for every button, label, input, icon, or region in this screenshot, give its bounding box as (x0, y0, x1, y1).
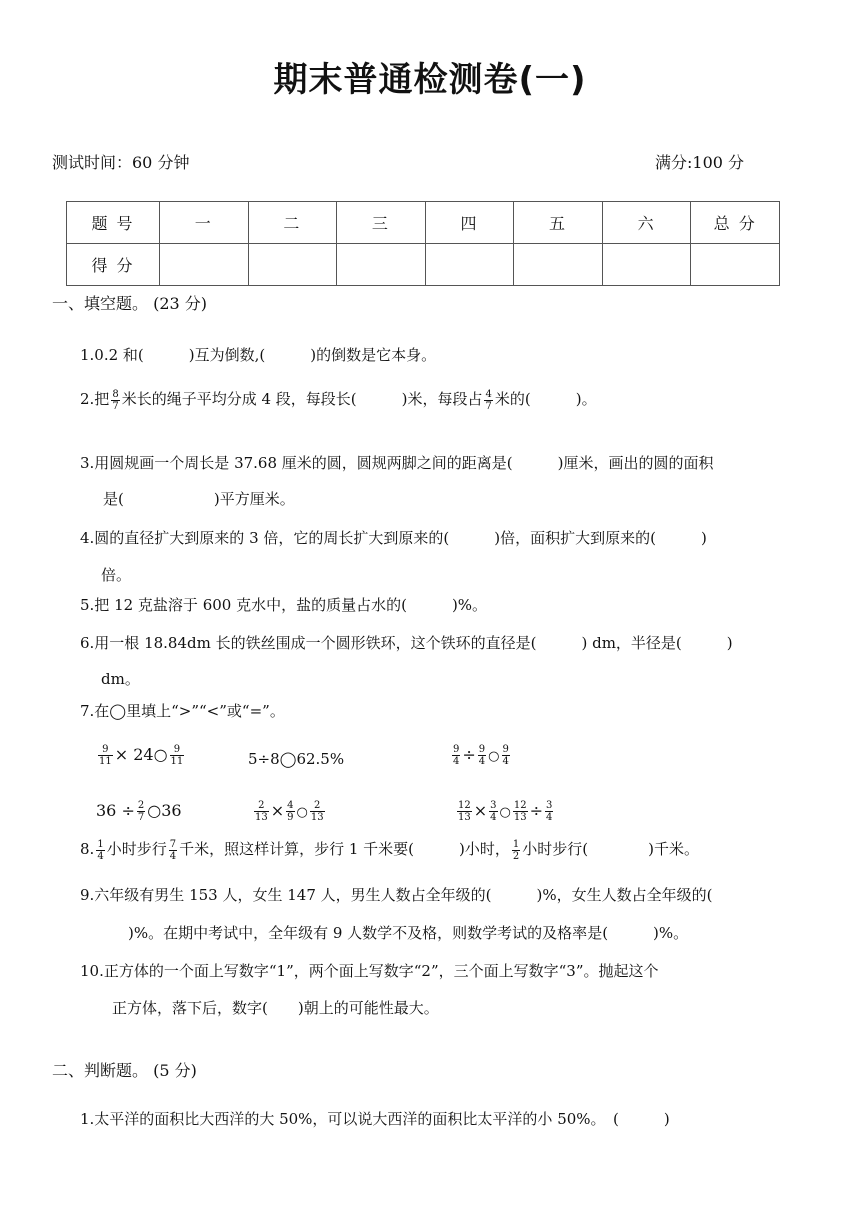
text: 米的( )。 (494, 390, 597, 408)
fraction (254, 800, 269, 823)
score-input-cell[interactable] (425, 244, 514, 286)
fraction (98, 744, 113, 767)
score-input-cell[interactable] (160, 244, 249, 286)
numerator: 9 (98, 744, 113, 756)
score-input-cell[interactable] (602, 244, 691, 286)
denominator: 4 (478, 756, 486, 767)
numerator: 4 (287, 800, 294, 811)
fraction (545, 800, 553, 823)
table-cell: 六 (602, 202, 691, 244)
operator: ÷ (462, 745, 476, 764)
fraction (452, 744, 460, 767)
compare-item-b: 5÷8◯62.5% (248, 750, 345, 768)
question-10-line-2: 正方体，落下后，数字( )朝上的可能性最大。 (112, 999, 439, 1017)
denominator: 7 (137, 812, 145, 823)
compare-circle[interactable]: ○ (499, 805, 511, 820)
table-cell: 得 分 (67, 244, 160, 286)
compare-circle[interactable]: ○ (488, 749, 500, 764)
operator: ÷ (529, 801, 543, 820)
operator: × (270, 801, 285, 820)
fraction (489, 800, 497, 823)
text: 2.把 (80, 390, 110, 408)
fraction (310, 800, 325, 823)
fraction (286, 800, 294, 823)
fraction (137, 800, 145, 823)
fraction (484, 389, 492, 412)
denominator: 7 (485, 400, 492, 412)
table-cell: 五 (514, 202, 603, 244)
denominator: 4 (97, 850, 104, 862)
score-input-cell[interactable] (248, 244, 337, 286)
text: 8. (80, 840, 95, 858)
denominator: 4 (502, 756, 509, 767)
fraction (111, 389, 119, 412)
text: 米长的绳子平均分成 4 段，每段长( )米，每段占 (121, 390, 483, 408)
numerator: 12 (513, 800, 527, 811)
fraction (170, 744, 185, 767)
denominator: 4 (453, 756, 460, 767)
fraction (478, 744, 486, 767)
numerator: 1 (512, 838, 520, 850)
operator: × (473, 801, 488, 820)
table-cell: 二 (248, 202, 337, 244)
compare-item-d (96, 800, 182, 823)
question-3-line-1: 3.用圆规画一个周长是 37.68 厘米的圆，圆规两脚之间的距离是( )厘米，画出的圆的面积 (80, 454, 714, 472)
fraction (502, 744, 510, 767)
denominator: 9 (287, 812, 294, 823)
score-input-cell[interactable] (337, 244, 426, 286)
score-input-cell[interactable] (691, 244, 780, 286)
numerator: 3 (490, 800, 497, 811)
question-1: 1.0.2 和( )互为倒数,( )的倒数是它本身。 (80, 346, 437, 364)
denominator: 11 (170, 756, 184, 767)
numerator: 12 (458, 800, 471, 811)
section-1-heading: 一、填空题。 (23 分) (52, 294, 208, 313)
denominator: 13 (513, 812, 527, 823)
denominator: 11 (99, 756, 112, 767)
question-9-line-1: 9.六年级有男生 153 人，女生 147 人，男生人数占全年级的( )%，女生人数占全年级的( (80, 886, 713, 904)
full-score: 满分:100 分 (655, 153, 745, 172)
question-5: 5.把 12 克盐溶于 600 克水中，盐的质量占水的( )%。 (80, 596, 488, 614)
table-cell: 一 (160, 202, 249, 244)
numerator: 1 (97, 838, 104, 850)
numerator: 9 (502, 744, 509, 755)
numerator: 2 (310, 800, 325, 812)
numerator: 9 (170, 744, 185, 756)
numerator: 9 (478, 744, 486, 755)
denominator: 4 (490, 812, 497, 823)
denominator: 13 (458, 812, 471, 823)
fraction (169, 839, 177, 862)
fraction (513, 800, 528, 823)
denominator: 13 (255, 812, 268, 823)
fraction (512, 839, 520, 862)
question-9-line-2: )%。在期中考试中，全年级有 9 人数学不及格，则数学考试的及格率是( )%。 (128, 924, 689, 942)
numerator: 4 (485, 388, 492, 400)
question-8 (80, 838, 699, 862)
test-time: 测试时间：60 分钟 (52, 153, 190, 172)
expression-text: ○36 (147, 801, 182, 820)
question-6-line-1: 6.用一根 18.84dm 长的铁丝围成一个圆形铁环，这个铁环的直径是( ) dm，半径是( ) (80, 634, 733, 652)
score-table-score-row (67, 244, 780, 286)
question-3-line-2: 是( )平方厘米。 (103, 490, 295, 508)
compare-item-c (450, 744, 512, 767)
numerator: 2 (137, 800, 145, 811)
text: 小时步行( )千米。 (522, 840, 699, 858)
question-4-line-1: 4.圆的直径扩大到原来的 3 倍，它的周长扩大到原来的( )倍，面积扩大到原来的( ) (80, 529, 707, 547)
question-7: 7.在◯里填上“>”“<”或“=”。 (80, 702, 285, 720)
numerator: 7 (169, 838, 177, 850)
question-4-line-2: 倍。 (101, 566, 132, 584)
table-cell: 总 分 (691, 202, 780, 244)
table-cell: 三 (337, 202, 426, 244)
compare-item-e (252, 800, 327, 823)
numerator: 2 (254, 800, 269, 812)
compare-item-f (455, 800, 555, 823)
table-cell: 四 (425, 202, 514, 244)
text: 小时步行 (106, 840, 167, 858)
denominator: 4 (546, 812, 553, 823)
score-table (66, 201, 780, 286)
denominator: 2 (512, 850, 520, 862)
score-table-header-row (67, 202, 780, 244)
numerator: 3 (546, 800, 553, 811)
fraction (96, 839, 104, 862)
denominator: 4 (169, 850, 177, 862)
denominator: 7 (112, 400, 119, 412)
numerator: 8 (112, 388, 119, 400)
compare-item-a (96, 744, 186, 767)
score-input-cell[interactable] (514, 244, 603, 286)
question-2 (80, 388, 597, 412)
expression-text: 36 ÷ (96, 801, 135, 820)
page-title: 期末普通检测卷(一) (273, 60, 587, 100)
fraction (457, 800, 472, 823)
denominator: 13 (310, 812, 324, 823)
compare-circle[interactable]: ○ (296, 805, 308, 820)
expression-text: × 24○ (114, 745, 168, 764)
numerator: 9 (453, 744, 460, 755)
question-10-line-1: 10.正方体的一个面上写数字“1”，两个面上写数字“2”，三个面上写数字“3”。抛起这个 (80, 962, 659, 980)
table-cell: 题 号 (67, 202, 160, 244)
question-6-line-2: dm。 (101, 670, 140, 688)
text: 千米，照这样计算，步行 1 千米要( )小时， (179, 840, 510, 858)
judgement-question-1: 1.太平洋的面积比大西洋的大 50%，可以说大西洋的面积比太平洋的小 50%。 ( ) (80, 1110, 670, 1128)
section-2-heading: 二、判断题。 (5 分) (52, 1061, 197, 1080)
